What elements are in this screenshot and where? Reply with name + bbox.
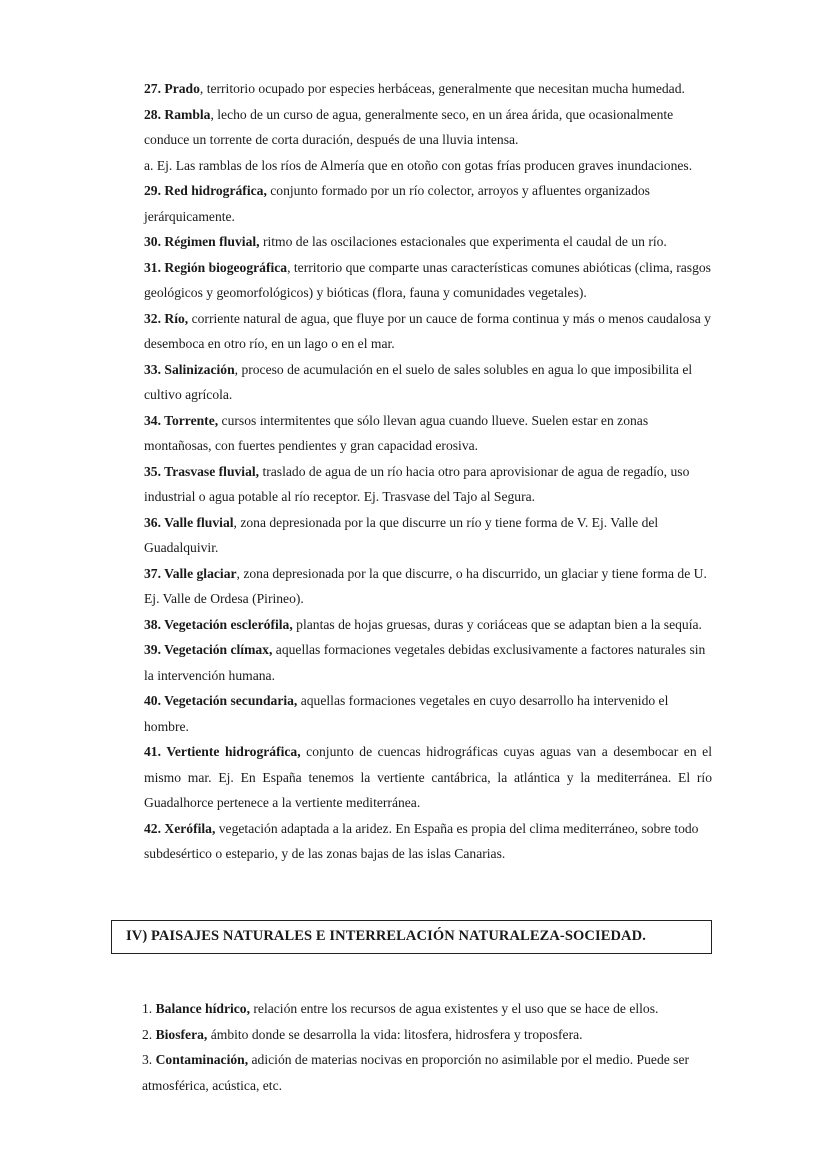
entry-term: Biosfera,	[155, 1026, 208, 1042]
entry-definition: , lecho de un curso de agua, generalmente seco, en un área árida, que ocasionalmente conduce un torrente de corta duración, después de una lluvia intensa.	[144, 106, 674, 147]
entry-definition: corriente natural de agua, que fluye por un cauce de forma continua y más o menos caudalosa y desemboca en otro río, en un lago o en el mar.	[144, 310, 711, 351]
entry-definition: aquellas formaciones vegetales debidas exclusivamente a factores naturales sin la intervención humana.	[144, 642, 706, 683]
entry-definition: plantas de hojas gruesas, duras y coriáceas que se adaptan bien a la sequía.	[292, 616, 702, 632]
section-heading-box	[111, 920, 712, 954]
entry-definition: traslado de agua de un río hacia otro para aprovisionar de agua de regadío, uso industrial o agua potable al río receptor. Ej. Trasvase del Tajo al Segura.	[144, 463, 690, 504]
glossary-entry-rio	[144, 306, 712, 357]
glossary-entry-rambla-example	[144, 153, 712, 179]
entry-term: Torrente,	[164, 412, 219, 428]
entry-definition: cursos intermitentes que sólo llevan agua cuando llueve. Suelen estar en zonas montañosas, con fuertes pendientes y gran capacidad erosiva.	[144, 412, 649, 453]
entry-number: 42.	[144, 820, 165, 836]
entry-number: 38.	[144, 616, 165, 632]
entry-definition: ritmo de las oscilaciones estacionales que experimenta el caudal de un río.	[259, 234, 667, 249]
glossary-entry-vertiente-hidrografica	[144, 739, 712, 816]
entry-term: Vegetación esclerófila,	[164, 616, 293, 632]
entry-number: 27.	[144, 81, 165, 96]
entry-term: Rambla	[164, 106, 211, 122]
entry-number: 30.	[144, 234, 165, 249]
glossary-entry-torrente	[144, 408, 712, 459]
entry-term: Balance hídrico,	[155, 1001, 250, 1016]
entry-term: Río,	[164, 310, 189, 326]
entry-term: Valle glaciar	[164, 565, 237, 581]
entry-number: 39.	[144, 642, 165, 657]
entry-definition: , zona depresionada por la que discurre un río y tiene forma de V. Ej. Valle del Guadalquivir.	[144, 514, 659, 555]
entry-definition: ámbito donde se desarrolla la vida: litosfera, hidrosfera y troposfera.	[207, 1026, 583, 1042]
glossary-entry-prado	[144, 76, 712, 102]
entry-number: 34.	[144, 412, 165, 428]
entry-term: Prado	[164, 81, 200, 96]
glossary-entry-valle-glaciar	[144, 561, 712, 612]
entry-number: 31.	[144, 259, 165, 275]
entry-number: 41.	[144, 744, 167, 759]
entry-definition: adición de materias nocivas en proporción no asimilable por el medio. Puede ser atmosférica, acústica, etc.	[142, 1052, 690, 1093]
glossary-entry-xerofila	[144, 816, 712, 867]
entry-term: Vertiente hidrográfica,	[166, 744, 301, 759]
glossary-entry-region-biogeografica	[144, 255, 712, 306]
section-heading: IV) PAISAJES NATURALES E INTERRELACIÓN NATURALEZA-SOCIEDAD.	[126, 928, 646, 944]
glossary-entry-rambla	[144, 102, 712, 153]
entry-definition: relación entre los recursos de agua existentes y el uso que se hace de ellos.	[250, 1001, 659, 1016]
entry-number: 29.	[144, 183, 165, 198]
glossary-entry-salinizacion	[144, 357, 712, 408]
entry-number: 37.	[144, 565, 165, 581]
glossary-entry-regimen-fluvial	[144, 229, 712, 255]
entry-number: 28.	[144, 106, 165, 122]
glossary-entry-vegetacion-secundaria	[144, 688, 712, 739]
glossary-entry-trasvase-fluvial	[144, 459, 712, 510]
entry-number: 40.	[144, 693, 165, 708]
entry-number: 2.	[142, 1026, 156, 1042]
entry-term: Vegetación clímax,	[164, 642, 273, 657]
entry-definition: , zona depresionada por la que discurre, o ha discurrido, un glaciar y tiene forma de U. Ej. Valle de Ordesa (Pirineo).	[144, 565, 707, 606]
entry-number: 32.	[144, 310, 165, 326]
section-glossary-list	[142, 996, 712, 1098]
entry-definition: , territorio ocupado por especies herbáceas, generalmente que necesitan mucha humedad.	[199, 81, 685, 96]
entry-example: a. Ej. Las ramblas de los ríos de Almería que en otoño con gotas frías producen graves inundaciones.	[144, 157, 693, 173]
entry-term: Vegetación secundaria,	[164, 693, 298, 708]
entry-definition: aquellas formaciones vegetales en cuyo desarrollo ha intervenido el hombre.	[144, 693, 669, 734]
entry-term: Red hidrográfica,	[164, 183, 267, 198]
entry-number: 1.	[142, 1001, 156, 1016]
entry-definition: conjunto formado por un río colector, arroyos y afluentes organizados jerárquicamente.	[144, 183, 650, 224]
entry-term: Régimen fluvial,	[164, 234, 260, 249]
entry-number: 36.	[144, 514, 165, 530]
glossary-entry-red-hidrografica	[144, 178, 712, 229]
entry-definition: vegetación adaptada a la aridez. En España es propia del clima mediterráneo, sobre todo subdesértico o estepario, y de las zonas bajas de las islas Canarias.	[144, 820, 699, 861]
entry-term: Salinización	[164, 361, 235, 377]
entry-number: 3.	[142, 1052, 156, 1067]
entry-term: Contaminación,	[155, 1052, 249, 1067]
entry-term: Trasvase fluvial,	[164, 463, 260, 479]
entry-definition: , proceso de acumulación en el suelo de sales solubles en agua lo que imposibilita el cultivo agrícola.	[144, 361, 693, 402]
section-entry-balance-hidrico	[142, 996, 712, 1022]
glossary-entry-vegetacion-climax	[144, 637, 712, 688]
glossary-entry-valle-fluvial	[144, 510, 712, 561]
section-entry-biosfera	[142, 1022, 712, 1048]
glossary-list	[144, 76, 712, 867]
entry-definition: , territorio que comparte unas características comunes abióticas (clima, rasgos geológicos y geomorfológicos) y bióticas (flora, fauna y comunidades vegetales).	[144, 259, 711, 300]
entry-term: Valle fluvial	[164, 514, 234, 530]
glossary-entry-vegetacion-esclerofila	[144, 612, 712, 638]
entry-definition: conjunto de cuencas hidrográficas cuyas aguas van a desembocar en el mismo mar. Ej. En España tenemos la vertiente cantábrica, la atlántica y la mediterránea. El río Guadalhorce pertenece a la vertiente mediterránea.	[144, 744, 712, 810]
entry-number: 35.	[144, 463, 165, 479]
entry-number: 33.	[144, 361, 165, 377]
entry-term: Xerófila,	[164, 820, 216, 836]
section-entry-contaminacion	[142, 1047, 712, 1098]
entry-term: Región biogeográfica	[164, 259, 288, 275]
